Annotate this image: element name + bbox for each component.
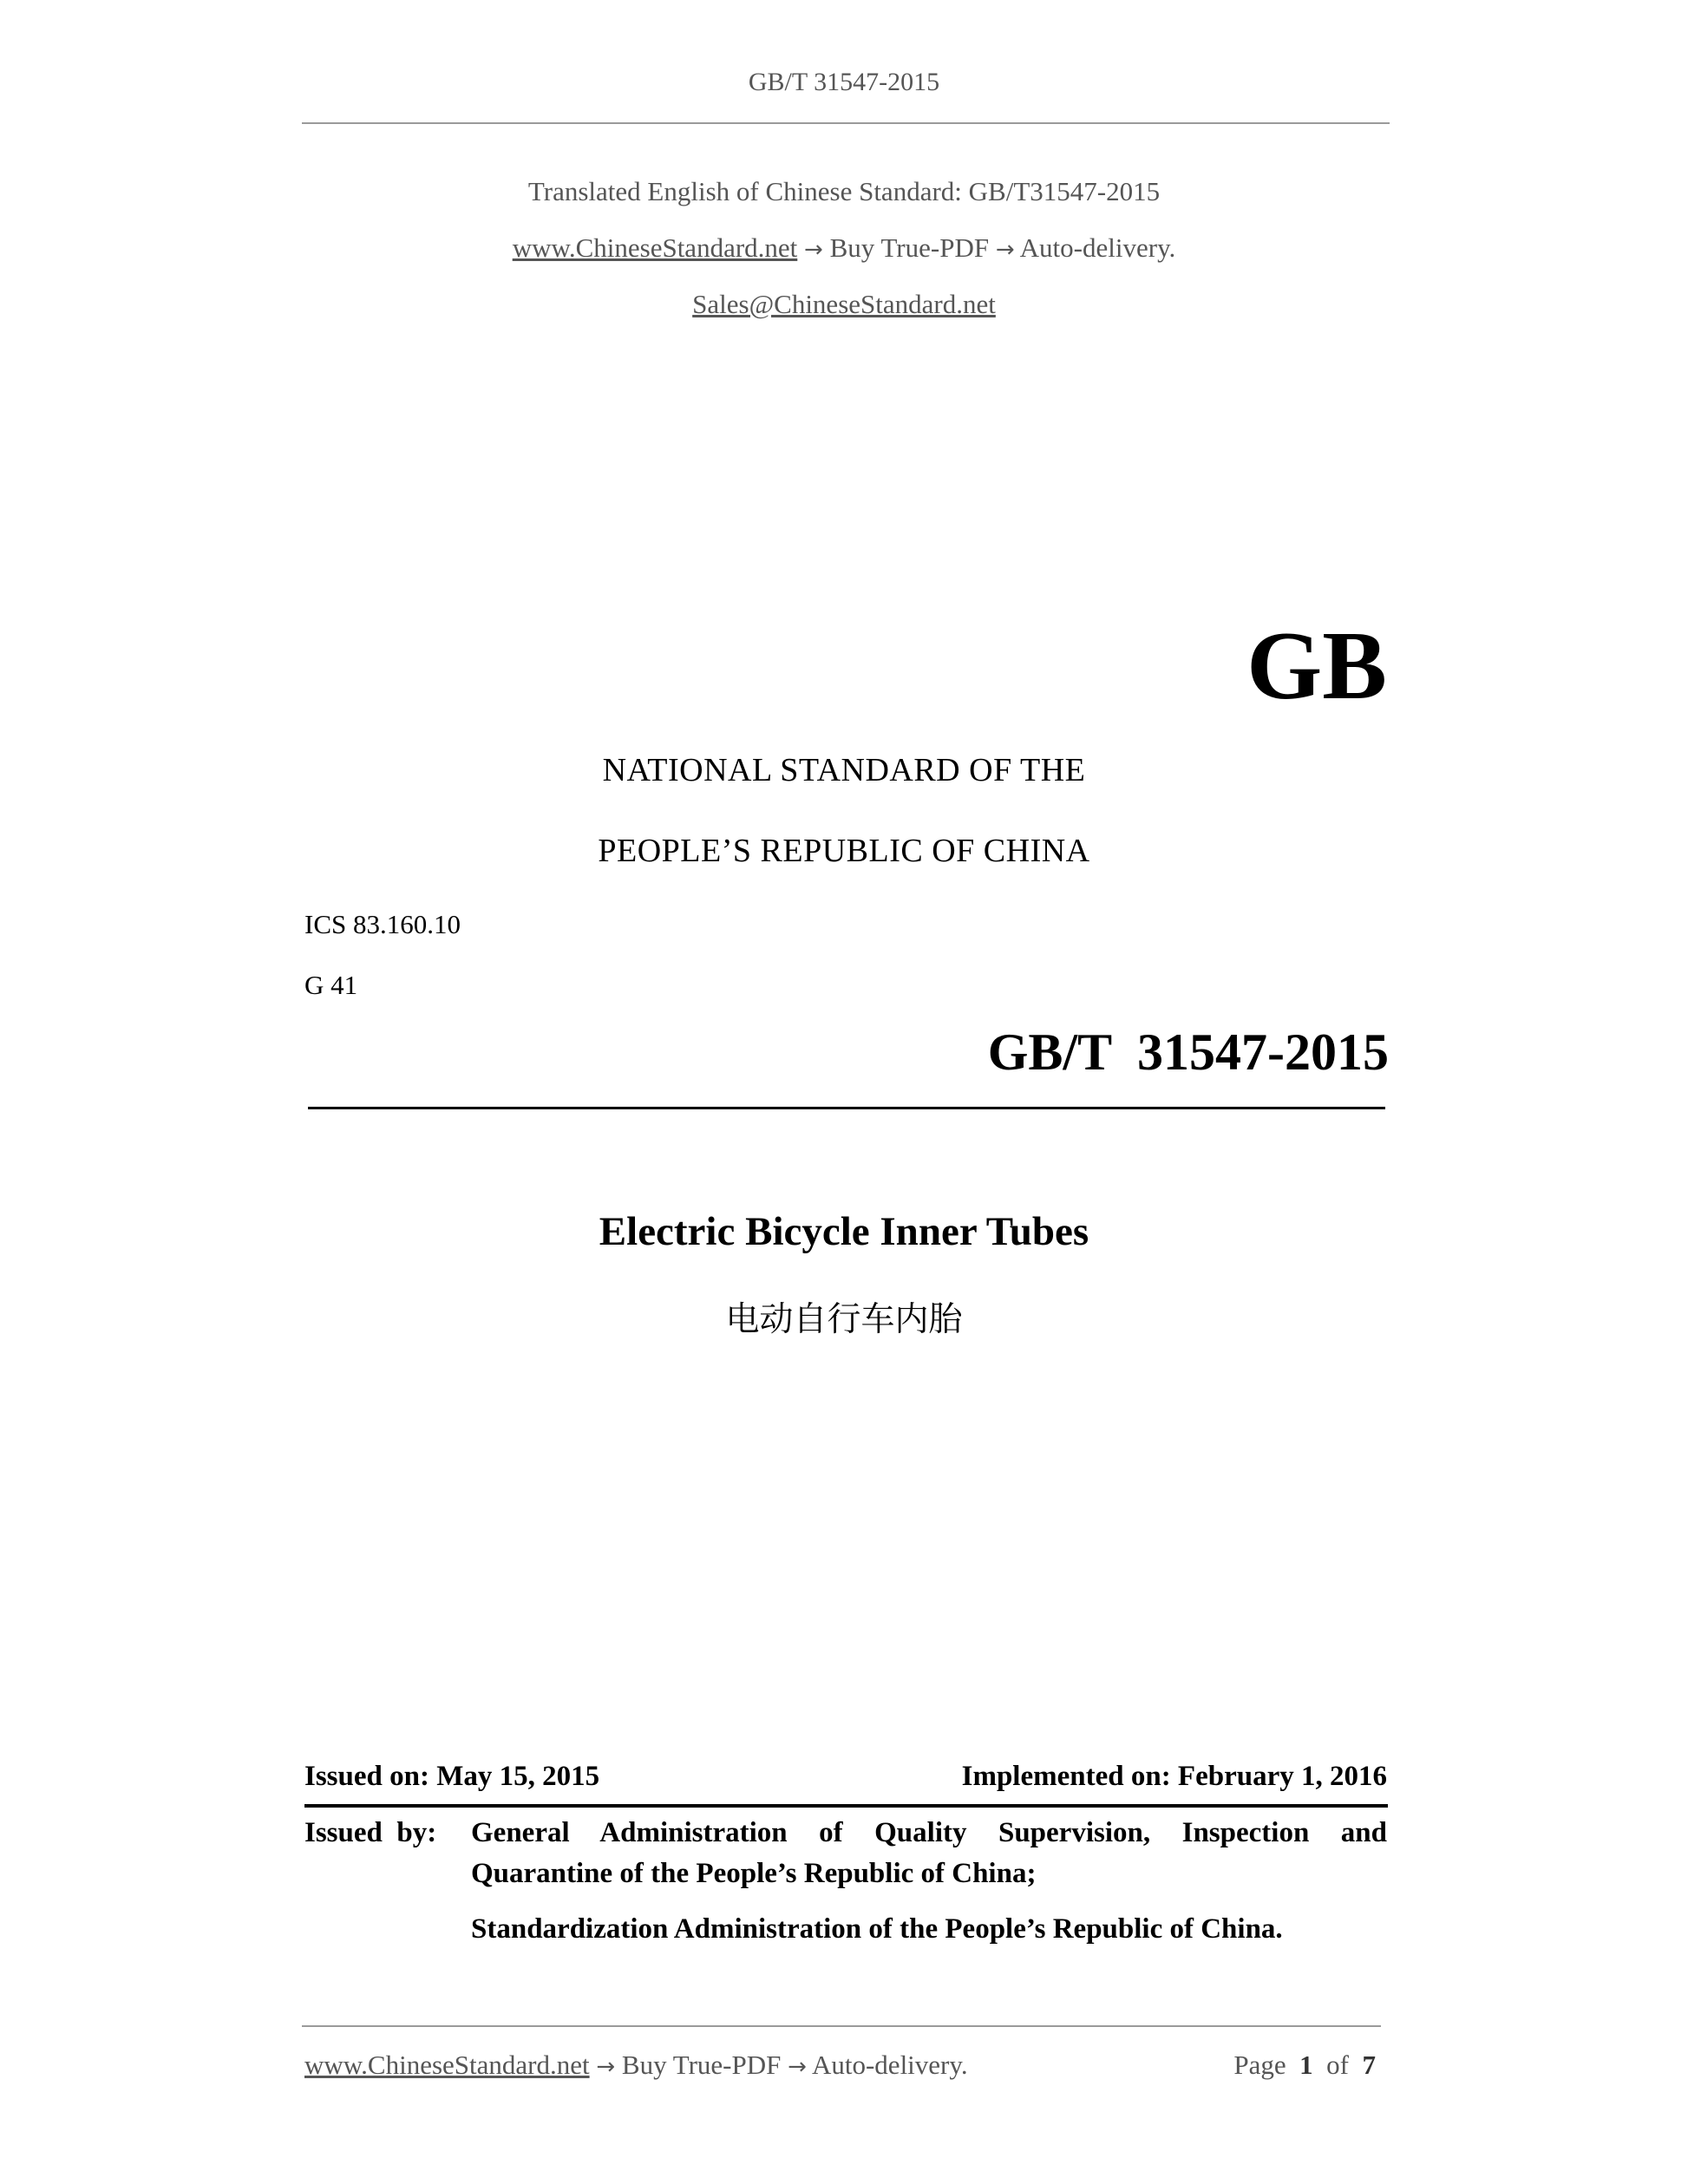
arrow-right-icon: →	[788, 2054, 807, 2080]
email-line	[0, 289, 1688, 320]
page-indicator	[1233, 2050, 1376, 2081]
footer-buy-text: Buy True-PDF	[621, 2050, 782, 2080]
dates-divider	[304, 1804, 1388, 1808]
translation-notice: Translated English of Chinese Standard: GB/T31547-2015	[527, 176, 1161, 206]
purchase-line	[0, 232, 1688, 264]
site-link[interactable]: www.ChineseStandard.net	[512, 232, 798, 263]
header-divider	[302, 122, 1390, 124]
implemented-on: Implemented on: February 1, 2016	[961, 1761, 1387, 1792]
number-divider	[308, 1107, 1385, 1109]
ccs-code: G 41	[304, 970, 358, 1000]
arrow-right-icon: →	[804, 237, 823, 263]
issuer-1-line2: Quarantine of the People’s Republic of China;	[471, 1858, 1037, 1889]
of-label: of	[1326, 2050, 1349, 2080]
arrow-right-icon: →	[596, 2054, 616, 2080]
national-standard-line1: NATIONAL STANDARD OF THE	[602, 752, 1086, 788]
footer-divider	[302, 2025, 1381, 2027]
delivery-text: Auto-delivery.	[1019, 232, 1176, 263]
title-chinese: 电动自行车内胎	[725, 1300, 963, 1339]
standard-number: GB/T 31547-2015	[987, 1023, 1389, 1081]
buy-text: Buy True-PDF	[829, 232, 990, 263]
title-english: Electric Bicycle Inner Tubes	[599, 1209, 1089, 1254]
footer-site-link[interactable]: www.ChineseStandard.net	[304, 2050, 590, 2080]
email-link[interactable]: Sales@ChineseStandard.net	[692, 289, 996, 319]
page-total: 7	[1362, 2050, 1376, 2080]
gb-mark: GB	[1246, 612, 1387, 720]
issued-on: Issued on: May 15, 2015	[304, 1761, 600, 1792]
page-number: 1	[1299, 2050, 1313, 2080]
footer-delivery-text: Auto-delivery.	[811, 2050, 968, 2080]
footer-purchase-line	[304, 2050, 968, 2081]
issued-by-label: Issued by:	[304, 1817, 437, 1848]
national-standard-line2: PEOPLE’S REPUBLIC OF CHINA	[598, 833, 1090, 869]
arrow-right-icon: →	[995, 237, 1015, 263]
page-label: Page	[1233, 2050, 1286, 2080]
ics-code: ICS 83.160.10	[304, 909, 461, 939]
issuer-1-line1: General Administration of Quality Supervision, Inspection and	[471, 1817, 1387, 1848]
running-header: GB/T 31547-2015	[748, 68, 940, 96]
issuer-2: Standardization Administration of the People’s Republic of China.	[471, 1913, 1283, 1945]
